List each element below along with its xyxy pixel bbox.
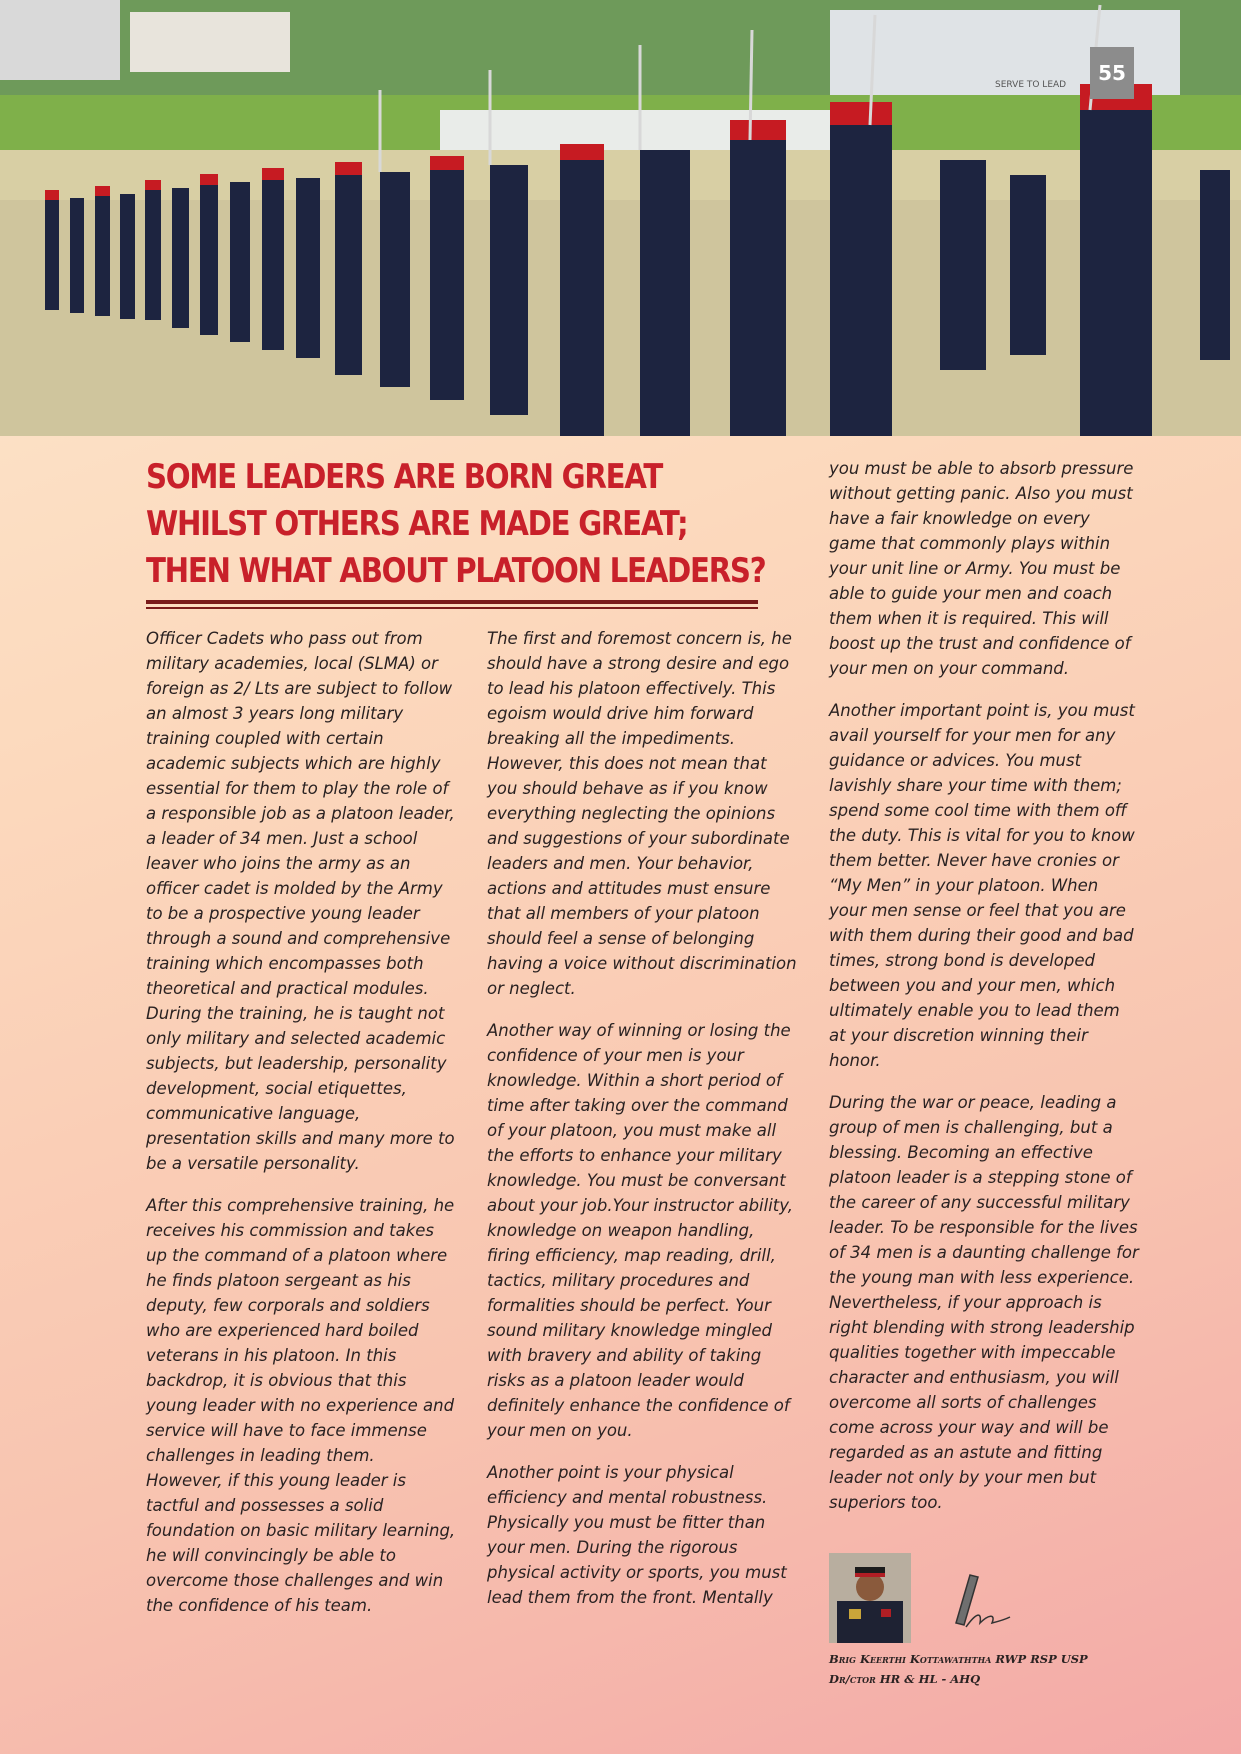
page-number: 55 xyxy=(1090,47,1134,99)
paragraph: The first and foremost concern is, he should have a strong desire and ego to lead his platoon effectively. This egoism would drive him forward breaking all the impediments. However, this does not mean that you should behave as if you know everything neglecting the opinions and suggestions of your subordinate leaders and men. Your behavior, actions and attitudes must ensure that all members of your platoon should feel a sense of belonging having a voice without discrimination or neglect. xyxy=(487,629,797,998)
paragraph: Another point is your physical efficiency and mental robustness. Physically you must be fitter than your men. During the rigorous physical activity or sports, you must lead them from the front. Mentally xyxy=(487,1463,787,1607)
headline-line-3: THEN WHAT ABOUT PLATOON LEADERS? xyxy=(146,551,766,591)
article-column-1 xyxy=(146,626,456,1635)
author-block xyxy=(829,1553,1159,1689)
paragraph: Officer Cadets who pass out from military academies, local (SLMA) or foreign as 2/ Lts are subject to follow an almost 3 years long military training coupled with certain academic subjects which are highly essential for them to play the role of a responsible job as a platoon leader, a leader of 34 men. Just a school leaver who joins the army as an officer cadet is molded by the Army to be a prospective young leader through a sound and comprehensive training which encompasses both theoretical and practical modules. During the training, he is taught not only military and selected academic subjects, but leadership, personality development, social etiquettes, communicative language, presentation skills and many more to be a versatile personality. xyxy=(146,629,455,1173)
hero-photo xyxy=(0,0,1241,436)
paragraph: you must be able to absorb pressure without getting panic. Also you must have a fair knowledge on every game that commonly plays within your unit line or Army. You must be able to guide your men and coach them when it is required. This will boost up the trust and confidence of your men on your command. xyxy=(829,459,1134,678)
paragraph: Another way of winning or losing the confidence of your men is your knowledge. Within a short period of time after taking over the command of your platoon, you must make all the efforts to enhance your military knowledge. You must be conversant about your job.Your instructor ability, knowledge on weapon handling, firing efficiency, map reading, drill, tactics, military procedures and formalities should be perfect. Your sound military knowledge mingled with bravery and ability of taking risks as a platoon leader would definitely enhance the confidence of your men on you. xyxy=(487,1021,793,1440)
paragraph: Another important point is, you must avail yourself for your men for any guidance or advices. You must lavishly share your time with them; spend some cool time with them off the duty. This is vital for you to know them better. Never have cronies or “My Men” in your platoon. When your men sense or feel that you are with them during their good and bad times, strong bond is developed between you and your men, which ultimately enable you to lead them at your discretion winning their honor. xyxy=(829,701,1135,1070)
headline-line-2: WHILST OTHERS ARE MADE GREAT; xyxy=(146,504,688,544)
author-photo xyxy=(829,1553,911,1643)
hero-sign-text: SERVE TO LEAD xyxy=(995,80,1067,90)
author-title: Dr/ctor HR & HL - AHQ xyxy=(829,1672,981,1686)
headline-rule xyxy=(146,600,758,604)
headline-line-1: SOME LEADERS ARE BORN GREAT xyxy=(146,457,662,497)
author-name: Brig Keerthi Kottawaththa RWP RSP USP xyxy=(829,1652,1088,1666)
article-column-2 xyxy=(487,626,799,1627)
parade-illustration xyxy=(0,0,1241,436)
paragraph: After this comprehensive training, he receives his commission and takes up the command of a platoon where he finds platoon sergeant as his deputy, few corporals and soldiers who are experienced hard boiled veterans in his platoon. In this backdrop, it is obvious that this young leader with no experience and service will have to face immense challenges in leading them. However, if this young leader is tactful and possesses a solid foundation on basic military learning, he will convincingly be able to overcome those challenges and win the confidence of his team. xyxy=(146,1196,456,1615)
signature-pen-icon xyxy=(936,1553,1016,1647)
paragraph: During the war or peace, leading a group of men is challenging, but a blessing. Becoming an effective platoon leader is a stepping stone of the career of any successful military leader. To be responsible for the lives of 34 men is a daunting challenge for the young man with less experience. Nevertheless, if your approach is right blending with strong leadership qualities together with impeccable character and enthusiasm, you will overcome all sorts of challenges come across your way and will be regarded as an astute and fitting leader not only by your men but superiors too. xyxy=(829,1093,1139,1512)
headline xyxy=(146,454,766,595)
headline-rule-thin xyxy=(146,607,758,609)
article-column-3 xyxy=(829,456,1139,1532)
